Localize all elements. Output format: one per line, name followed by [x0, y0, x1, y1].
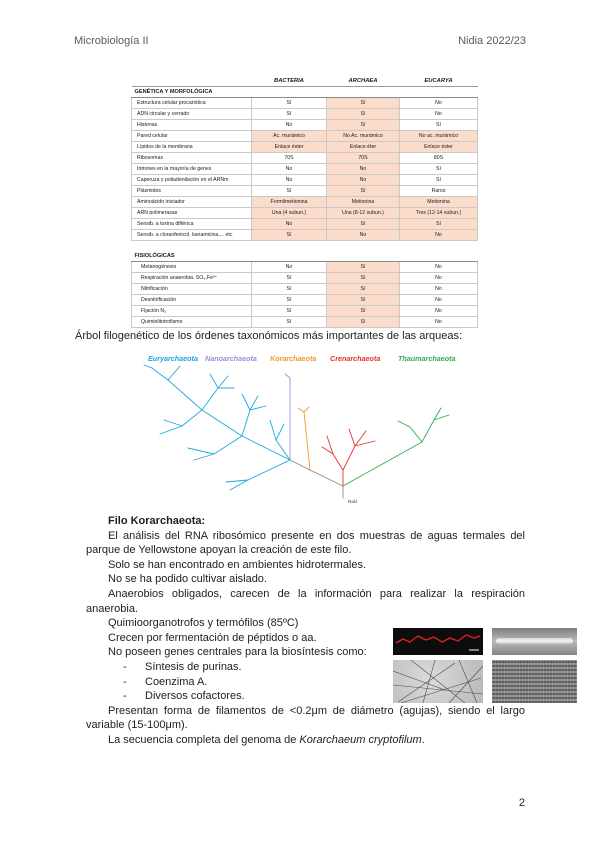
crenarchaeota-branch [349, 429, 355, 446]
paragraph-metabolism: Quimioorganotrofos y termófilos (85ºC) [108, 617, 299, 630]
cell-archaea: Metionina [327, 197, 400, 208]
table-header-row [132, 76, 478, 87]
row-label: Aminoácido iniciador [132, 197, 252, 208]
row-label: Sensib. a toxina diftérica [132, 219, 252, 230]
cell-eucarya: No [400, 262, 478, 273]
column-header-empty [132, 76, 252, 87]
cell-eucarya: Sí [400, 164, 478, 175]
table-row [132, 120, 478, 131]
euryarchaeota-branch [152, 368, 168, 380]
thaumarchaeota-branch [422, 420, 434, 442]
table-row [132, 284, 478, 295]
trunk-branch [310, 470, 343, 486]
micrograph-filament-surface [492, 660, 577, 703]
list-item-text: Síntesis de purinas. [145, 660, 242, 673]
euryarchaeota-branch [210, 374, 218, 388]
row-label: Metanogénesis [132, 262, 252, 273]
row-label: Plásmidos [132, 186, 252, 197]
paragraph-morphology: Presentan forma de filamentos de <0.2μm de diámetro (agujas), siendo el largo variable (15-100μm). [86, 704, 525, 732]
cell-eucarya: No ac. murámico [400, 131, 478, 142]
cell-archaea: Sí [327, 98, 400, 109]
phylum-label-korarchaeota: Korarchaeota [270, 354, 317, 363]
cell-bacteria: Sí [252, 273, 327, 284]
crenarchaeota-branch [333, 454, 343, 470]
table-row [132, 109, 478, 120]
list-bullet: - [123, 660, 127, 673]
cell-eucarya: No [400, 284, 478, 295]
cell-archaea: Sí [327, 273, 400, 284]
tree-branches [144, 365, 449, 498]
cell-bacteria: Ac. murámico [252, 131, 327, 142]
korarchaeota-branch [298, 408, 304, 412]
table-row [132, 153, 478, 164]
cell-archaea: Sí [327, 186, 400, 197]
cell-archaea: Una (8-12 subun.) [327, 208, 400, 219]
cell-archaea: Sí [327, 219, 400, 230]
thaumarchaeota-branch [410, 427, 422, 442]
cell-bacteria: Sí [252, 317, 327, 328]
table-row [132, 306, 478, 317]
euryarchaeota-branch [182, 410, 202, 426]
table-row [132, 98, 478, 109]
euryarchaeota-branch [144, 365, 152, 368]
row-label: Nitrificación [132, 284, 252, 295]
euryarchaeota-branch [194, 454, 214, 460]
list-item-text: Coenzima A. [145, 675, 208, 688]
filament-trace [393, 628, 483, 655]
table-section-title: GENÉTICA Y MORFOLÓGICA [132, 87, 478, 98]
paragraph-culture: No se ha podido cultivar aislado. [108, 573, 267, 586]
cell-archaea: Sí [327, 284, 400, 295]
course-title: Microbiología II [74, 35, 149, 47]
micrograph-fluorescent-filament [393, 628, 483, 655]
row-label: Intrones en la mayoría de genes [132, 164, 252, 175]
genome-suffix: . [421, 733, 425, 746]
cell-bacteria: Sí [252, 98, 327, 109]
euryarchaeota-branch [168, 380, 202, 410]
table-row [132, 208, 478, 219]
phylogenetic-tree [130, 350, 475, 510]
phylum-label-nanoarchaeota: Nanoarchaeota [205, 354, 257, 363]
table-row [132, 164, 478, 175]
column-header-archaea: ARCHAEA [327, 76, 400, 87]
table-row [132, 273, 478, 284]
cell-eucarya: Sí [400, 219, 478, 230]
cell-archaea: No Ac. murámico [327, 131, 400, 142]
euryarchaeota-branch [242, 394, 250, 410]
cell-bacteria: Sí [252, 186, 327, 197]
phylum-label-euryarchaeota: Euryarchaeota [148, 354, 198, 363]
row-label: Quimiolitotrofismo [132, 317, 252, 328]
paragraph-fermentation: Crecen por fermentación de péptidos o aa. [108, 631, 317, 644]
euryarchaeota-branch [242, 436, 290, 460]
nanoarchaeota-branch [285, 374, 290, 378]
euryarchaeota-branch [160, 426, 182, 434]
cell-archaea: No [327, 175, 400, 186]
table-section-title: FISIOLÓGICAS [132, 251, 478, 262]
thaumarchaeota-branch [343, 442, 422, 486]
crenarchaeota-branch [343, 446, 355, 470]
cell-archaea: No [327, 164, 400, 175]
cell-archaea: Sí [327, 109, 400, 120]
cell-bacteria: No [252, 262, 327, 273]
cell-bacteria: Sí [252, 109, 327, 120]
table-section-row [132, 87, 478, 98]
paragraph-genome [86, 733, 525, 748]
table-section-row [132, 251, 478, 262]
euryarchaeota-branch [164, 420, 182, 426]
table-row [132, 197, 478, 208]
paragraph-rna-analysis: El análisis del RNA ribosómico presente en dos muestras de aguas termales del parque de Yellowstone apoyan la creación de este filo. [86, 529, 525, 557]
cell-archaea: Sí [327, 262, 400, 273]
crenarchaeota-branch [327, 436, 333, 454]
table-row [132, 219, 478, 230]
author-year: Nidia 2022/23 [458, 35, 526, 47]
genome-text: La secuencia completa del genoma de [108, 733, 300, 746]
euryarchaeota-branch [270, 420, 276, 440]
table-row [132, 186, 478, 197]
domains-comparison-table [131, 76, 478, 328]
row-label: Desnitrificación [132, 295, 252, 306]
cell-eucarya: Raros [400, 186, 478, 197]
cell-bacteria: Sí [252, 284, 327, 295]
cell-eucarya: No [400, 273, 478, 284]
cell-bacteria: 70S [252, 153, 327, 164]
cell-eucarya: Metionina [400, 197, 478, 208]
table-row [132, 317, 478, 328]
row-label: Estructura celular procariótica [132, 98, 252, 109]
euryarchaeota-branch [218, 376, 228, 388]
korarchaeota-branch [304, 412, 310, 470]
cell-eucarya: No [400, 230, 478, 241]
list-bullet: - [123, 675, 127, 688]
cell-bacteria: No [252, 175, 327, 186]
table-row [132, 142, 478, 153]
cell-archaea: Sí [327, 295, 400, 306]
tree-caption: Árbol filogenético de los órdenes taxonómicos más importantes de las arqueas: [75, 330, 463, 342]
cell-bacteria: Enlace éster [252, 142, 327, 153]
euryarchaeota-branch [276, 424, 284, 440]
cell-eucarya: Sí [400, 120, 478, 131]
table-row [132, 175, 478, 186]
euryarchaeota-branch [202, 410, 242, 436]
cell-bacteria: No [252, 219, 327, 230]
row-label: Ribosomas [132, 153, 252, 164]
cell-archaea: Sí [327, 120, 400, 131]
cell-eucarya: Tres (12-14 subun.) [400, 208, 478, 219]
micrograph-filament-network [393, 660, 483, 703]
table-row [132, 230, 478, 241]
row-label: Respiración anaerobia. SO₄,Fe³⁺ [132, 273, 252, 284]
section-heading: Filo Korarchaeota: [108, 515, 206, 527]
korarchaeota-branch [304, 407, 309, 412]
cell-bacteria: Una (4 subun.) [252, 208, 327, 219]
euryarchaeota-branch [188, 448, 214, 454]
rod-cell [496, 638, 573, 644]
cell-archaea: Sí [327, 317, 400, 328]
row-label: Caperuza y poliadenilación en el ARNm [132, 175, 252, 186]
euryarchaeota-branch [214, 436, 242, 454]
column-header-eucarya: EUCARYA [400, 76, 478, 87]
table-row [132, 131, 478, 142]
cell-eucarya: Enlace éster [400, 142, 478, 153]
cell-archaea: Sí [327, 306, 400, 317]
phylum-label-crenarchaeota: Crenarchaeota [330, 354, 381, 363]
cell-eucarya: No [400, 295, 478, 306]
table-spacer-row [132, 241, 478, 252]
table-row [132, 262, 478, 273]
table-row [132, 295, 478, 306]
list-item-text: Diversos cofactores. [145, 690, 245, 703]
thaumarchaeota-branch [398, 421, 410, 427]
cell-bacteria: No [252, 164, 327, 175]
cell-eucarya: 80S [400, 153, 478, 164]
row-label: Lípidos de la membrana [132, 142, 252, 153]
filament-lines [393, 660, 483, 703]
row-label: Pared celular [132, 131, 252, 142]
cell-eucarya: No [400, 317, 478, 328]
cell-eucarya: Sí [400, 175, 478, 186]
euryarchaeota-branch [248, 460, 290, 480]
root-label: Raíz [348, 499, 358, 504]
phylum-label-thaumarchaeota: Thaumarchaeota [398, 354, 456, 363]
paragraph-habitat: Solo se han encontrado en ambientes hidrotermales. [108, 558, 367, 571]
species-name: Korarchaeum cryptofilum [299, 733, 422, 746]
row-label: Fijación N₂ [132, 306, 252, 317]
trunk-branch [290, 460, 310, 470]
cell-bacteria: Sí [252, 306, 327, 317]
cell-bacteria: No [252, 120, 327, 131]
paragraph-missing-genes: No poseen genes centrales para la biosíntesis como: [108, 646, 367, 659]
cell-archaea: No [327, 230, 400, 241]
cell-eucarya: No [400, 306, 478, 317]
euryarchaeota-branch [168, 366, 180, 380]
micrograph-single-rod [492, 628, 577, 655]
table-body [132, 87, 478, 328]
cell-bacteria: Formilmetionina [252, 197, 327, 208]
list-bullet: - [123, 690, 127, 703]
cell-bacteria: Sí [252, 295, 327, 306]
paragraph-anaerobic: Anaerobios obligados, carecen de la información para realizar la respiración anaerobia. [86, 587, 525, 615]
column-header-bacteria: BACTERIA [252, 76, 327, 87]
cell-bacteria: Sí [252, 230, 327, 241]
cell-eucarya: No [400, 109, 478, 120]
cell-eucarya: No [400, 98, 478, 109]
row-label: Histonas [132, 120, 252, 131]
page-number: 2 [518, 797, 525, 809]
euryarchaeota-branch [202, 388, 218, 410]
euryarchaeota-branch [242, 410, 250, 436]
row-label: ARN polimerasas [132, 208, 252, 219]
row-label: ADN circular y cerrado [132, 109, 252, 120]
cell-archaea: Enlace éter [327, 142, 400, 153]
cell-archaea: 70S [327, 153, 400, 164]
table-spacer-cell [132, 241, 478, 252]
row-label: Sensib. a cloranfenicol, kanamicina,... etc [132, 230, 252, 241]
